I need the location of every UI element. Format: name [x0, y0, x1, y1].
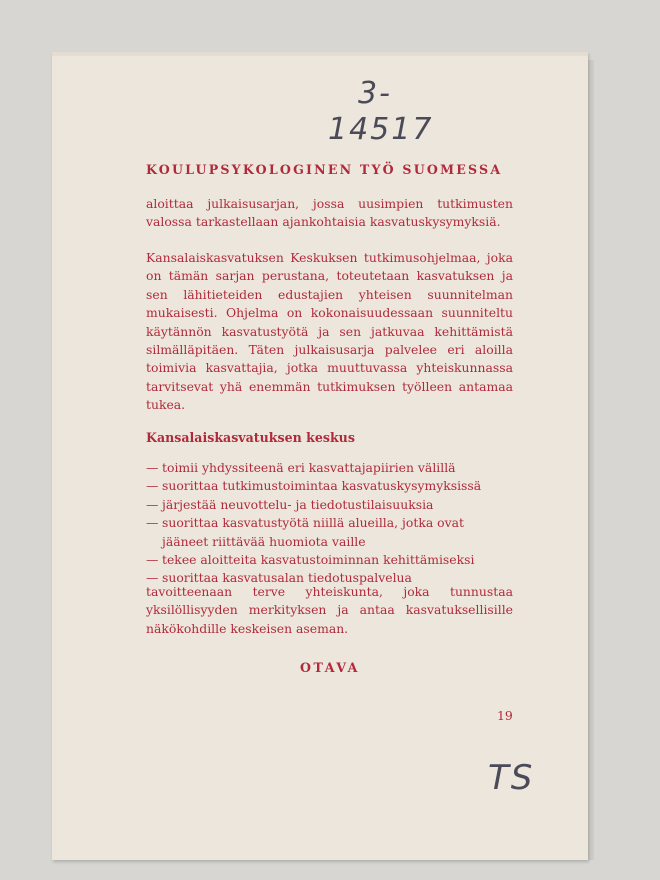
list-dash: —: [146, 552, 159, 568]
list-item-text: tekee aloitteita kasvatustoiminnan kehittämiseksi: [162, 552, 475, 568]
closing-paragraph: tavoitteenaan terve yhteiskunta, joka tunnustaa yksilöllisyyden merkityksen ja antaa kasvatuksellisille näkökohdille keskeisen aseman.: [146, 584, 513, 636]
handwritten-note-3: TS: [488, 758, 535, 798]
list-item: [146, 477, 513, 495]
list-dash: —: [146, 496, 159, 512]
list-item-text: suorittaa tutkimustoimintaa kasvatuskysymyksissä: [162, 478, 482, 494]
list-item: [146, 459, 513, 477]
publisher-name: OTAVA: [299, 660, 361, 675]
list-item-text: suorittaa kasvatustyötä niillä alueilla, jotka ovat jääneet riittävää huomiota vaille: [162, 515, 464, 549]
list-dash: —: [146, 478, 159, 494]
list-dash: —: [146, 460, 159, 475]
organization-heading: Kansalaiskasvatuksen keskus: [146, 430, 355, 445]
intro-paragraph-wrapper: [146, 195, 513, 232]
list-item-text: toimii yhdyssiteenä eri kasvattajapiirien välillä: [162, 460, 456, 475]
list-item-text: järjestää neuvottelu- ja tiedotustilaisuuksia: [162, 496, 434, 512]
list-item-text: suorittaa kasvatusalan tiedotuspalvelua: [162, 570, 412, 586]
list-dash: —: [146, 570, 159, 586]
cover-top-edge: [52, 52, 588, 56]
organization-duties-list: [146, 459, 513, 588]
list-item: [146, 496, 513, 514]
handwritten-note-1: 3-: [358, 76, 392, 111]
list-item: [146, 514, 513, 551]
list-dash: —: [146, 515, 159, 531]
page-number: 19: [497, 708, 513, 723]
program-paragraph: Kansalaiskasvatuksen Keskuksen tutkimusohjelmaa, joka on tämän sarjan perustana, toteutetaan kasvatuksen ja sen lähitieteiden edustajien yhteisen suunnitelman mukaisesti. Ohjelma on kokonaisuudessaan suunniteltu käytännön kasvatustyötä ja sen jatkuvaa kehittämistä silmälläpitäen. Täten julkaisusarja palvelee eri aloilla toimivia kasvattajia, jotka muuttuvassa yhteiskunnassa tarvitsevat yhä enemmän tutkimuksen työlleen antamaa tukea.: [146, 250, 513, 413]
intro-paragraph: aloittaa julkaisusarjan, jossa uusimpien tutkimusten valossa tarkastellaan ajankohtaisia kasvatuskysymyksiä.: [146, 196, 513, 230]
list-item: [146, 551, 513, 569]
handwritten-note-2: 14517: [328, 112, 434, 147]
series-title: KOULUPSYKOLOGINEN TYÖ SUOMESSA: [146, 162, 503, 177]
program-paragraph-wrapper: [146, 249, 513, 415]
